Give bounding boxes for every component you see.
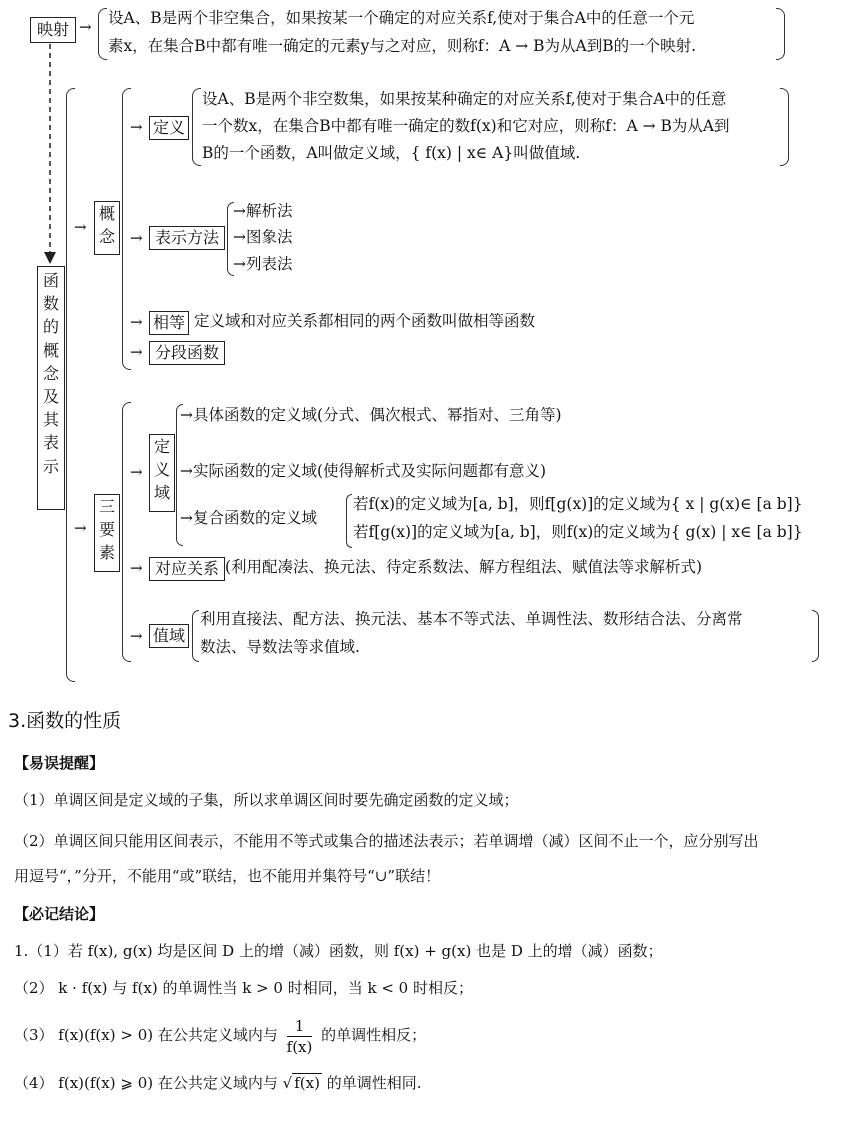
representation-label: 表示方法 bbox=[149, 226, 225, 250]
warning-2b: 用逗号“，”分开，不能用“或”联结，也不能用并集符号“∪”联结！ bbox=[14, 867, 441, 885]
range-line-1: 利用直接法、配方法、换元法、基本不等式法、单调性法、数形结合法、分离常 bbox=[200, 610, 743, 628]
mapping-bracket-right bbox=[776, 8, 785, 60]
range-label: 值域 bbox=[149, 624, 189, 648]
domain-arrow: → bbox=[130, 463, 143, 481]
main-topic-label: 函 数 的 概 念 及 其 表 示 bbox=[37, 266, 65, 510]
concept-label: 概 念 bbox=[94, 201, 120, 255]
conclusion-tag: 【必记结论】 bbox=[14, 905, 105, 923]
correspondence-text: (利用配凑法、换元法、待定系数法、解方程组法、赋值法等求解析式) bbox=[225, 558, 703, 576]
conclusion-3-post: 的单调性相反； bbox=[321, 1026, 427, 1044]
range-line-2: 数法、导数法等求值域. bbox=[200, 638, 360, 656]
domain-label: 定 义 域 bbox=[149, 434, 175, 512]
mapping-label-box: 映射 bbox=[30, 17, 76, 43]
warning-tag: 【易误提醒】 bbox=[14, 754, 105, 772]
warning-2a: （2）单调区间只能用区间表示，不能用不等式或集合的描述法表示；若单调增（减）区间不止一个，应分别写出 bbox=[14, 832, 759, 850]
conclusion-4 bbox=[14, 1068, 836, 1098]
range-arrow: → bbox=[130, 627, 143, 645]
mapping-arrow: → bbox=[79, 18, 92, 36]
piecewise-label: 分段函数 bbox=[149, 341, 225, 365]
sqrt-icon: √ bbox=[282, 1074, 293, 1092]
correspondence-label: 对应关系 bbox=[149, 557, 225, 581]
equal-arrow: → bbox=[130, 313, 143, 331]
definition-line-3: B的一个函数，A叫做定义域，{ f(x) | x∈ A}叫做值域. bbox=[202, 144, 581, 162]
representation-item-3: →列表法 bbox=[233, 255, 293, 273]
section-3-title: 3.函数的性质 bbox=[8, 710, 122, 732]
domain-composite-label: →复合函数的定义域 bbox=[180, 509, 317, 527]
mapping-line-1: 设A、B是两个非空集合，如果按某一个确定的对应关系f,使对于集合A中的任意一个元 bbox=[108, 9, 695, 27]
main-bracket bbox=[66, 88, 75, 682]
definition-bracket bbox=[192, 88, 201, 166]
conclusion-3 bbox=[14, 1010, 836, 1060]
definition-line-1: 设A、B是两个非空数集，如果按某种确定的对应关系f,使对于集合A中的任意 bbox=[202, 90, 727, 108]
composite-line-2: 若f[g(x)]的定义域为[a, b]，则f(x)的定义域为{ g(x) | x∈ [a b]} bbox=[353, 523, 803, 541]
representation-item-1: →解析法 bbox=[233, 202, 293, 220]
three-elements-bracket bbox=[122, 402, 131, 662]
conclusion-4-pre: （4） f(x)(f(x) ⩾ 0) 在公共定义域内与 bbox=[14, 1074, 278, 1092]
three-elements-arrow: → bbox=[74, 519, 87, 537]
equal-text: 定义域和对应关系都相同的两个函数叫做相等函数 bbox=[194, 312, 536, 330]
definition-line-2: 一个数x，在集合B中都有唯一确定的数f(x)和它对应，则称f：A → B为从A到 bbox=[202, 117, 730, 135]
sqrt-content: f(x) bbox=[294, 1074, 320, 1092]
piecewise-arrow: → bbox=[130, 343, 143, 361]
range-bracket-right bbox=[812, 610, 819, 662]
composite-line-1: 若f(x)的定义域为[a, b]，则f[g(x)]的定义域为{ x | g(x)∈ [a b]} bbox=[353, 495, 803, 513]
conclusion-4-post: 的单调性相同. bbox=[326, 1074, 422, 1092]
concept-arrow: → bbox=[74, 218, 87, 236]
representation-arrow: → bbox=[130, 229, 143, 247]
correspondence-arrow: → bbox=[130, 559, 143, 577]
conclusion-1: 1.（1）若 f(x), g(x) 均是区间 D 上的增（减）函数，则 f(x) + g(x) 也是 D 上的增（减）函数； bbox=[14, 942, 663, 960]
conclusion-3-fraction bbox=[287, 1016, 313, 1057]
definition-bracket-right bbox=[780, 88, 789, 166]
equal-label: 相等 bbox=[149, 311, 189, 335]
three-elements-label: 三 要 素 bbox=[94, 494, 120, 572]
fraction-denominator: f(x) bbox=[286, 1037, 313, 1056]
composite-bracket bbox=[346, 494, 352, 548]
definition-label: 定义 bbox=[149, 116, 189, 140]
domain-practical: →实际函数的定义域(使得解析式及实际问题都有意义) bbox=[180, 462, 547, 480]
domain-concrete: →具体函数的定义域(分式、偶次根式、幂指对、三角等) bbox=[180, 406, 562, 424]
range-bracket bbox=[192, 610, 199, 662]
dashed-down-arrow bbox=[40, 44, 60, 266]
mapping-bracket bbox=[98, 8, 107, 60]
warning-1: （1）单调区间是定义域的子集，所以求单调区间时要先确定函数的定义域； bbox=[14, 791, 519, 809]
conclusion-2: （2） k · f(x) 与 f(x) 的单调性当 k > 0 时相同，当 k < 0 时相反； bbox=[14, 979, 473, 997]
representation-item-2: →图象法 bbox=[233, 228, 293, 246]
fraction-numerator: 1 bbox=[287, 1016, 313, 1037]
definition-arrow: → bbox=[130, 118, 143, 136]
mapping-line-2: 素x，在集合B中都有唯一确定的元素y与之对应，则称f：A → B为从A到B的一个映射. bbox=[108, 37, 697, 55]
conclusion-3-pre: （3） f(x)(f(x) > 0) 在公共定义域内与 bbox=[14, 1026, 278, 1044]
